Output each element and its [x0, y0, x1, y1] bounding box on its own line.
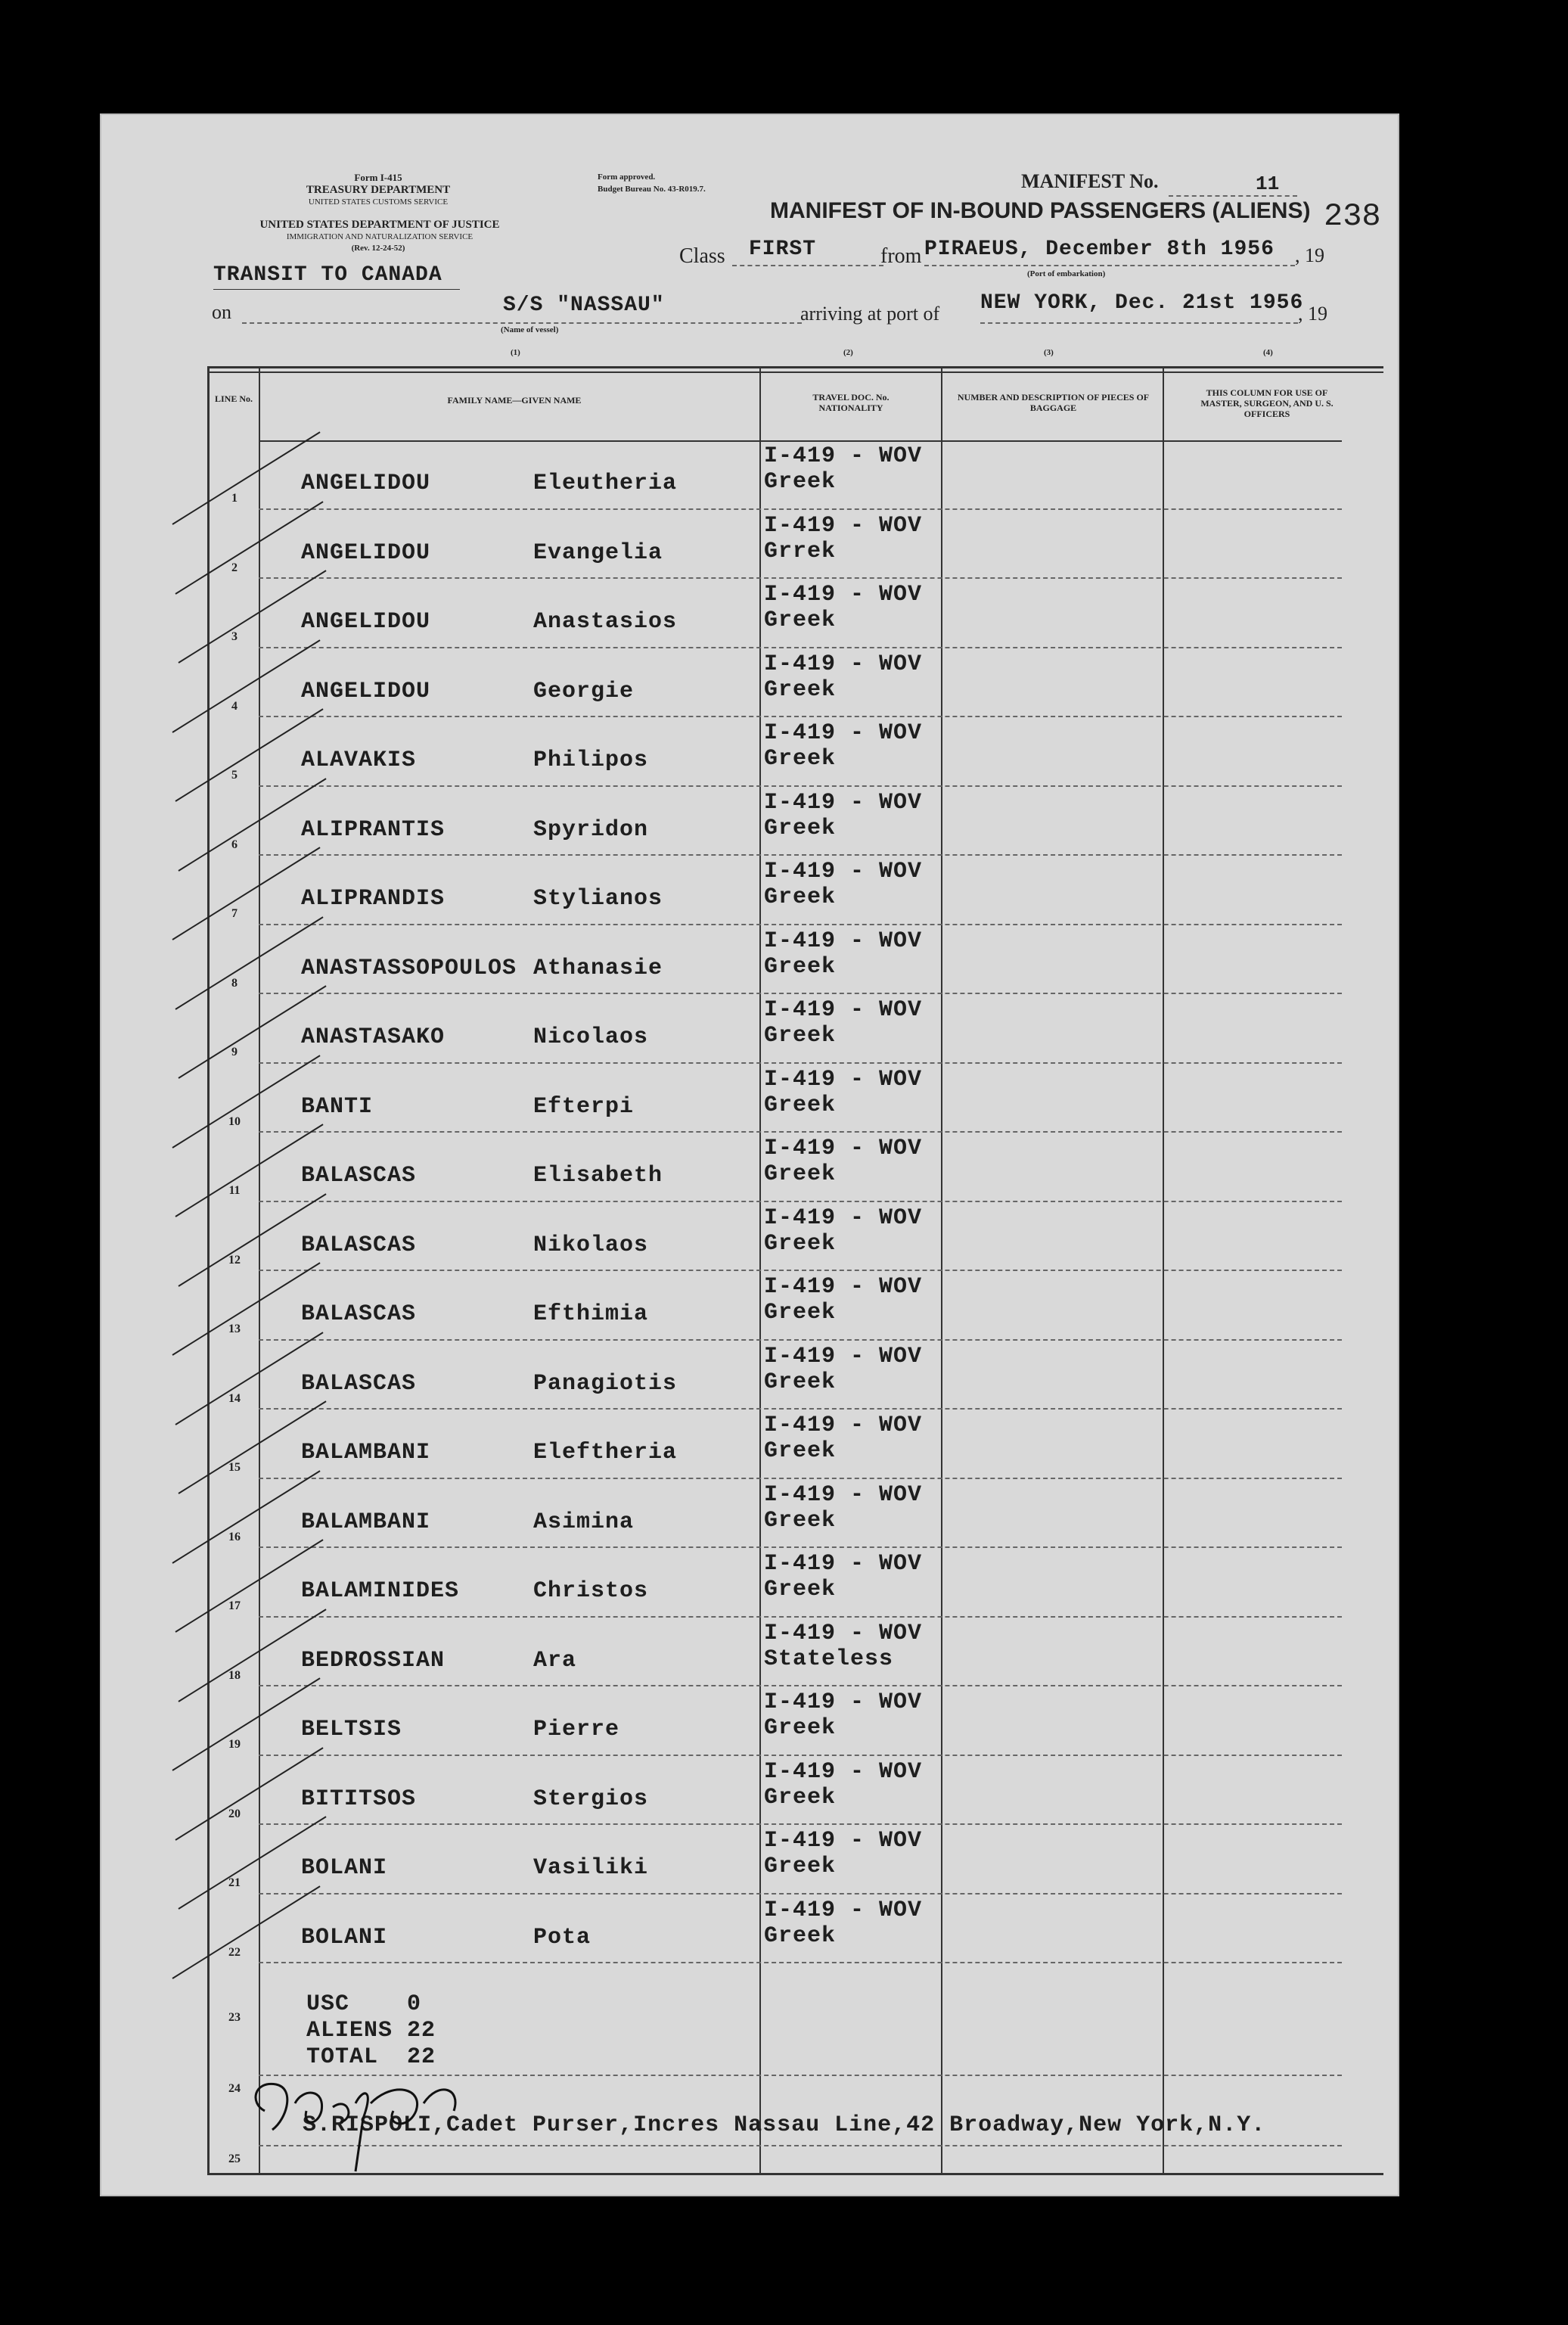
line-number: 16	[228, 1530, 241, 1543]
immigration-service: IMMIGRATION AND NATURALIZATION SERVICE	[286, 232, 474, 241]
nationality: Greek	[764, 1300, 837, 1326]
page-number: 238	[1324, 198, 1381, 235]
family-name: BALASCAS	[301, 1301, 417, 1327]
line-number: 9	[231, 1046, 238, 1058]
customs-service: UNITED STATES CUSTOMS SERVICE	[308, 197, 449, 207]
class-label: Class	[679, 244, 725, 268]
form-approved: Form approved.	[598, 173, 656, 182]
family-name: ANASTASSOPOULOS	[301, 955, 517, 981]
nationality: Greek	[764, 1369, 837, 1395]
family-name: ANGELIDOU	[301, 539, 431, 566]
travel-doc: I-419 - WOV	[764, 1897, 923, 1923]
nationality: Greek	[764, 1922, 837, 1949]
travel-doc: I-419 - WOV	[764, 859, 923, 884]
line-number: 3	[231, 630, 238, 643]
row-divider	[259, 1478, 1342, 1479]
nationality: Greek	[764, 884, 837, 910]
line-number: 20	[228, 1807, 241, 1820]
treasury-department: TREASURY DEPARTMENT	[306, 184, 451, 196]
line-number: 10	[228, 1114, 241, 1128]
given-name: Nicolaos	[533, 1024, 649, 1050]
nationality: Greek	[764, 953, 837, 980]
nationality: Greek	[764, 1161, 837, 1187]
from-label: from	[880, 244, 922, 268]
row-divider	[259, 1339, 1342, 1341]
family-name: BOLANI	[301, 1855, 388, 1881]
port-embarkation-caption: (Port of embarkation)	[1027, 269, 1106, 278]
given-name: Pierre	[533, 1717, 620, 1742]
row-divider	[259, 1685, 1342, 1686]
nationality: Greek	[764, 1715, 837, 1741]
given-name: Panagiotis	[533, 1370, 678, 1397]
row-divider	[259, 1962, 1342, 1963]
line-number: 2	[231, 561, 238, 574]
given-name: Georgie	[533, 678, 635, 704]
travel-doc: I-419 - WOV	[764, 1343, 923, 1369]
line-number: 14	[228, 1391, 241, 1405]
row-divider	[259, 785, 1342, 787]
transit-note: TRANSIT TO CANADA	[213, 263, 442, 287]
travel-doc: I-419 - WOV	[764, 1758, 923, 1785]
travel-doc: I-419 - WOV	[764, 512, 923, 539]
travel-doc: I-419 - WOV	[764, 997, 923, 1023]
given-name: Anastasios	[533, 609, 678, 635]
family-name: BALAMBANI	[301, 1440, 431, 1466]
year-suffix-1: , 19	[1295, 244, 1324, 266]
line-number: 12	[228, 1253, 241, 1267]
vessel-name: S/S "NASSAU"	[503, 294, 665, 317]
form-number: Form I-415	[354, 172, 402, 183]
aliens-count: ALIENS 22	[306, 2018, 436, 2044]
total-count: TOTAL 22	[306, 2044, 436, 2070]
budget-bureau: Budget Bureau No. 43-R019.7.	[598, 185, 706, 194]
travel-doc: I-419 - WOV	[764, 1481, 923, 1508]
family-name: BITITSOS	[301, 1786, 417, 1812]
travel-doc: I-419 - WOV	[764, 1066, 923, 1093]
handwritten-signature	[242, 2058, 484, 2179]
line-number: 11	[228, 1184, 241, 1197]
given-name: Athanasie	[533, 955, 663, 981]
row-divider	[259, 854, 1342, 856]
travel-doc: I-419 - WOV	[764, 582, 923, 608]
nationality: Greek	[764, 1577, 837, 1602]
row-divider	[259, 1893, 1342, 1895]
family-name: ANGELIDOU	[301, 471, 431, 496]
col-header-officers: THIS COLUMN FOR USE OF MASTER, SURGEON, AND U. S. OFFICERS	[1200, 387, 1334, 419]
line-number: 13	[228, 1323, 241, 1335]
usc-count: USC 0	[306, 1991, 422, 2017]
given-name: Efterpi	[533, 1093, 635, 1120]
col-header-baggage: NUMBER AND DESCRIPTION OF PIECES OF BAGGAGE	[957, 392, 1150, 413]
given-name: Eleftheria	[533, 1440, 678, 1466]
nationality: Greek	[764, 1023, 837, 1049]
travel-doc: I-419 - WOV	[764, 443, 923, 469]
nationality: Greek	[764, 1438, 837, 1464]
row-divider	[259, 716, 1342, 717]
family-name: ANGELIDOU	[301, 609, 431, 635]
col-header-doc: TRAVEL DOC. No. NATIONALITY	[812, 392, 890, 413]
family-name: ANASTASAKO	[301, 1024, 446, 1050]
purser-signature-line: S.RISPOLI,Cadet Purser,Incres Nassau Line,42 Broadway,New York,N.Y.	[303, 2112, 1266, 2138]
row-divider	[259, 993, 1342, 994]
nationality: Greek	[764, 746, 837, 772]
family-name: BALAMBANI	[301, 1509, 431, 1535]
manifest-no: 11	[1256, 173, 1280, 195]
row-divider	[259, 1546, 1342, 1548]
family-name: BALASCAS	[301, 1232, 417, 1258]
travel-doc: I-419 - WOV	[764, 651, 923, 677]
family-name: BELTSIS	[301, 1717, 402, 1742]
line-number: 8	[231, 976, 238, 990]
line-number: 17	[228, 1599, 241, 1612]
class-value: FIRST	[749, 238, 817, 261]
nationality: Greek	[764, 469, 837, 495]
line-number-23: 23	[228, 2011, 241, 2024]
manifest-title: MANIFEST OF IN-BOUND PASSENGERS (ALIENS)	[770, 198, 1311, 223]
family-name: ALAVAKIS	[301, 748, 417, 773]
line-number-24: 24	[228, 2082, 241, 2095]
revision-date: (Rev. 12-24-52)	[351, 244, 405, 253]
family-name: ANGELIDOU	[301, 678, 431, 704]
nationality: Greek	[764, 1784, 837, 1811]
nationality: Greek	[764, 1092, 837, 1118]
given-name: Pota	[533, 1924, 591, 1950]
given-name: Spyridon	[533, 816, 649, 843]
travel-doc: I-419 - WOV	[764, 1620, 923, 1646]
row-divider	[259, 577, 1342, 579]
nationality: Greek	[764, 815, 837, 841]
family-name: BALASCAS	[301, 1370, 417, 1397]
line-number: 15	[228, 1461, 241, 1474]
row-divider	[259, 1823, 1342, 1825]
given-name: Nikolaos	[533, 1232, 649, 1258]
row-divider	[259, 1270, 1342, 1271]
travel-doc: I-419 - WOV	[764, 1413, 923, 1438]
given-name: Eleutheria	[533, 471, 678, 496]
row-divider	[259, 924, 1342, 925]
manifest-page	[100, 113, 1399, 2196]
given-name: Evangelia	[533, 539, 663, 566]
nationality: Grrek	[764, 538, 837, 564]
given-name: Efthimia	[533, 1301, 649, 1327]
travel-doc: I-419 - WOV	[764, 789, 923, 816]
given-name: Stylianos	[533, 886, 663, 912]
family-name: ALIPRANTIS	[301, 816, 446, 843]
nationality: Greek	[764, 1230, 837, 1257]
col-num-3: (3)	[1044, 348, 1054, 357]
arriving-label: arriving at port of	[800, 303, 940, 325]
travel-doc: I-419 - WOV	[764, 720, 923, 746]
on-label: on	[212, 301, 231, 323]
row-divider	[259, 1201, 1342, 1202]
line-number: 7	[231, 907, 238, 920]
col-num-4: (4)	[1263, 348, 1273, 357]
line-number: 1	[231, 492, 238, 505]
family-name: BANTI	[301, 1093, 374, 1120]
given-name: Vasiliki	[533, 1855, 649, 1881]
family-name: BEDROSSIAN	[301, 1647, 446, 1674]
nationality: Greek	[764, 676, 837, 703]
col-num-1: (1)	[511, 348, 520, 357]
row-divider	[259, 647, 1342, 648]
family-name: ALIPRANDIS	[301, 886, 446, 912]
given-name: Christos	[533, 1578, 649, 1604]
row-divider	[259, 1616, 1342, 1618]
travel-doc: I-419 - WOV	[764, 1551, 923, 1577]
given-name: Asimina	[533, 1509, 635, 1535]
nationality: Greek	[764, 1854, 837, 1879]
nationality: Greek	[764, 608, 837, 633]
row-divider	[259, 508, 1342, 510]
line-number: 19	[228, 1738, 241, 1751]
row-divider	[259, 1131, 1342, 1133]
nationality: Stateless	[764, 1646, 894, 1672]
travel-doc: I-419 - WOV	[764, 928, 923, 954]
given-name: Ara	[533, 1647, 577, 1674]
travel-doc: I-419 - WOV	[764, 1828, 923, 1854]
row-divider	[259, 1755, 1342, 1756]
line-number-25: 25	[228, 2152, 241, 2165]
department-of-justice: UNITED STATES DEPARTMENT OF JUSTICE	[259, 219, 500, 231]
line-number: 21	[228, 1876, 241, 1889]
nationality: Greek	[764, 1507, 837, 1534]
travel-doc: I-419 - WOV	[764, 1136, 923, 1161]
line-number: 6	[231, 838, 238, 851]
line-number: 5	[231, 769, 238, 782]
given-name: Stergios	[533, 1786, 649, 1812]
col-num-2: (2)	[843, 348, 853, 357]
travel-doc: I-419 - WOV	[764, 1204, 923, 1231]
family-name: BALASCAS	[301, 1163, 417, 1189]
given-name: Elisabeth	[533, 1163, 663, 1189]
given-name: Philipos	[533, 748, 649, 773]
row-divider	[259, 1408, 1342, 1410]
line-number: 22	[228, 1945, 241, 1959]
from-value: PIRAEUS, December 8th 1956	[924, 238, 1275, 261]
line-number: 4	[231, 699, 238, 713]
travel-doc: I-419 - WOV	[764, 1274, 923, 1300]
col-header-name: FAMILY NAME—GIVEN NAME	[447, 395, 582, 406]
vessel-caption: (Name of vessel)	[501, 325, 559, 334]
line-number: 18	[228, 1668, 241, 1682]
travel-doc: I-419 - WOV	[764, 1689, 923, 1715]
arriving-value: NEW YORK, Dec. 21st 1956	[980, 291, 1304, 315]
family-name: BALAMINIDES	[301, 1578, 460, 1604]
col-header-line: LINE No.	[214, 393, 253, 404]
year-suffix-2: , 19	[1298, 303, 1327, 325]
manifest-no-label: MANIFEST No.	[1021, 170, 1159, 192]
family-name: BOLANI	[301, 1924, 388, 1950]
row-divider	[259, 1062, 1342, 1064]
